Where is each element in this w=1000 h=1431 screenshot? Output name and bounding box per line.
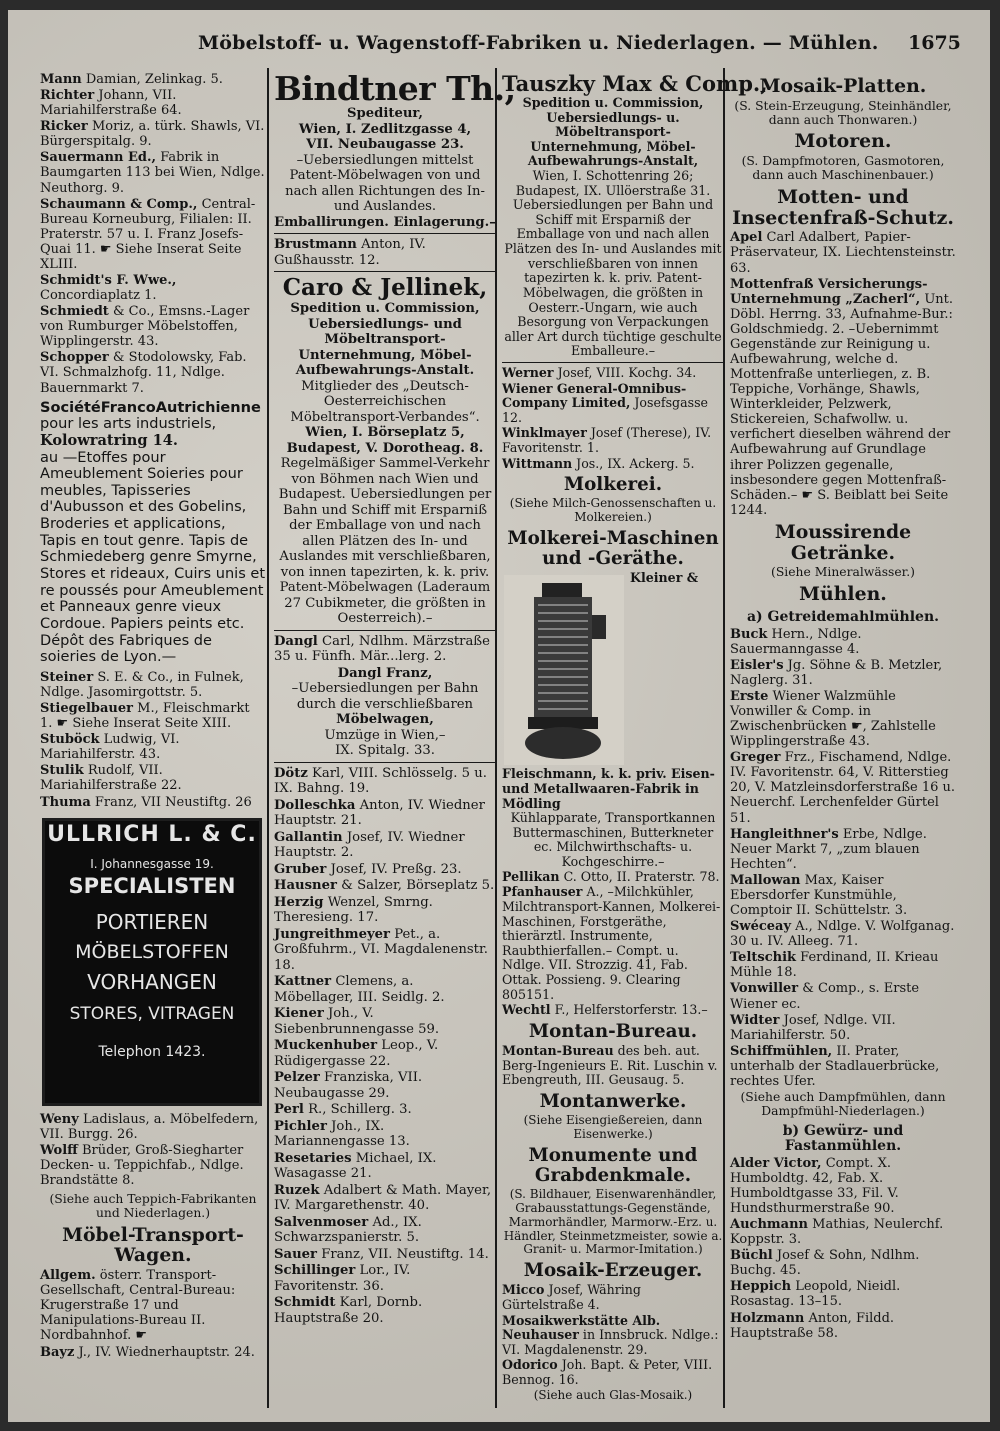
entry-name: Gruber: [274, 861, 327, 877]
section-heading: Montanwerke.: [539, 1090, 687, 1112]
cross-reference-note: (Siehe Milch-Genossenschaften u. Molkereien.): [509, 496, 717, 525]
list-item: [730, 873, 956, 918]
entry-text: Leopold, Nieidl. Rosastag. 13–15.: [730, 1279, 901, 1310]
list-item: [730, 1044, 956, 1089]
section-heading: Motten- und Insectenfraß-Schutz.: [732, 185, 954, 229]
entry-text: Ladislaus, a. Möbelfedern, VII. Burgg. 26.: [40, 1111, 259, 1142]
entry-text: A., Ndlge. V. Wolfganag. 30 u. IV. Alleeg. 71.: [730, 919, 955, 950]
list-item: [40, 150, 266, 195]
entry-name: Dangl: [274, 633, 318, 649]
list-item: [40, 795, 266, 810]
ad-line: IX. Spitalg. 33.: [335, 743, 435, 758]
list-item: [502, 885, 724, 1002]
entry-text: Wenzel, Smrng. Theresieng. 17.: [274, 894, 433, 925]
list-item: [730, 1217, 956, 1247]
entry-text: Josef, Währing Gürtelstraße 4.: [502, 1282, 641, 1313]
entry-text: II. Prater, unterhalb der Stadlauerbrücke, rechtes Ufer.: [730, 1043, 940, 1089]
entry-name: Montan-Bureau: [502, 1042, 614, 1058]
list-item: [40, 701, 266, 731]
section-heading: Mühlen.: [799, 582, 887, 605]
list-item: [274, 1295, 496, 1326]
entry-name: Sauermann Ed.,: [40, 150, 157, 166]
entry-text: Johann, VII. Mariahilferstraße 64.: [40, 88, 182, 119]
french-company-body: au —Etoffes pour Ameublement Soieries pour meubles, Tapisseries d'Aubusson et des Gobelins, Broderies et applications, Tapis en tout genre. Tapis de Schmiedeberg genre Smyrne, Stores et rideaux, Cuirs unis et re poussés pour Ameublement et Panneaux genre vieux Cordoue. Papiers peints etc. Dépôt des Fabriques de soieries de Lyon.—: [40, 448, 266, 666]
list-item: [274, 237, 496, 268]
entry-text: Franziska, VII. Neubaugasse 29.: [274, 1070, 423, 1101]
entry-text: A., –Milchkühler, Milchtransport-Kannen, Molkerei-Maschinen, Forstgeräthe, thierärztl. Instrumente, Raubthierfallen.– Compt. u. Ndlge. VII. Strozzig. 41, Fab. Ottak. Possieng. 9. Clearing 805151.: [502, 884, 721, 1002]
ad-line: Wien, I. Zedlitzgasse 4,: [298, 121, 472, 137]
entry-name: Greger: [730, 750, 781, 766]
entry-name: Schiffmühlen,: [730, 1043, 833, 1059]
entry-text: R., Schillerg. 3.: [308, 1102, 412, 1117]
list-item: [40, 197, 266, 272]
entry-name: Schmiedt: [40, 304, 109, 320]
cross-reference-note: (Siehe Eisengießereien, dann Eisenwerke.): [523, 1112, 703, 1141]
list-item: [730, 658, 956, 688]
entry-text: Carl, Ndlhm. Märzstraße 35 u. Fünfh. Mär...lerg. 2.: [274, 633, 490, 664]
entry-name: Apel: [730, 230, 763, 246]
entry-text: Leop., V. Rüdigergasse 22.: [274, 1038, 439, 1069]
entry-text: Clemens, a. Möbellager, III. Seidlg. 2.: [274, 974, 445, 1005]
kleiner-fleischmann-advertisement: [502, 571, 724, 869]
list-item: [730, 277, 956, 518]
entry-text: Joh., V. Siebenbrunnengasse 59.: [274, 1006, 440, 1037]
ad-company-name: Dangl Franz,: [337, 665, 433, 681]
entry-text: Brüder, Groß-Siegharter Decken- u. Teppichfab., Ndlge. Brandstätte 8.: [40, 1142, 244, 1188]
entry-list: [502, 366, 724, 471]
milk-machine-illustration: [504, 575, 624, 765]
list-item: [40, 119, 266, 149]
entry-text: & Comp., s. Erste Wiener ec.: [730, 981, 920, 1012]
entry-text: Fabrik in Baumgarten 113 bei Wien, Ndlge. Neuthorg. 9.: [40, 150, 265, 196]
entry-name: Pellikan: [502, 868, 560, 884]
list-item: [502, 457, 724, 472]
cross-reference-note: (Siehe auch Dampfmühlen, dann Dampfmühl-Niederlagen.): [740, 1089, 946, 1119]
ad-line: Wien, I. Schottenring 26; Budapest, IX. Ullöerstraße 31. Uebersiedlungen per Bahn und Schiff mit Ersparniß der Emballage von und nach allen Plätzen des In- und Auslandes mit verschließbaren von innen tapezirten k. k. priv. Patent-Möbelwagen, die größten in Oesterr.-Ungarn, wie auch Besorgung von Verpackungen aller Art durch tüchtige geschulte Emballeure.–: [504, 168, 722, 359]
entry-name: Thuma: [40, 794, 91, 810]
entry-text: Carl Adalbert, Papier-Präservateur, IX. Liechtensteinstr. 63.: [730, 230, 956, 276]
entry-text: Anton, IV. Wiedner Hauptstr. 21.: [274, 797, 485, 828]
french-company-ad: [40, 400, 266, 666]
entry-text: Frz., Fischamend, Ndlge. IV. Favoritenstr. 64, V. Ritterstieg 20, V. Matzleinsdorferstraße 16 u. Neuerchf. Lerchenfelder Gürtel 51.: [730, 750, 956, 826]
list-item: [40, 1143, 266, 1188]
list-item: [502, 382, 724, 426]
ad-company-name: Tauszky Max & Comp.,: [502, 71, 768, 96]
entry-name: Bayz: [40, 1344, 75, 1360]
entry-text: Josef, VIII. Kochg. 34.: [557, 364, 697, 380]
list-item: [274, 798, 496, 829]
column-2: [274, 69, 516, 1327]
entry-text: Josef, Ndlge. VII. Mariahilferstr. 50.: [730, 1012, 896, 1043]
entry-text: Ferdinand, II. Krieau Mühle 18.: [730, 950, 939, 981]
list-item: [730, 1013, 956, 1043]
column-4: [730, 72, 956, 1342]
entry-name: Stiegelbauer: [40, 701, 133, 717]
caro-jellinek-advertisement: [274, 275, 496, 627]
ad-line: –Uebersiedlungen mittelst Patent-Möbelwagen von und nach allen Richtungen des In- und Auslandes.: [285, 152, 485, 214]
page-header: Möbelstoff- u. Wagenstoff-Fabriken u. Niederlagen. — Mühlen.: [198, 32, 879, 54]
entry-text: Jg. Söhne & B. Metzler, Naglerg. 31.: [730, 657, 943, 688]
entry-name: Hangleithner's: [730, 826, 839, 842]
entry-text: Moriz, a. türk. Shawls, VI. Bürgerspitalg. 9.: [40, 119, 265, 150]
ad-company-name: ULLRICH L. & C.: [47, 821, 257, 847]
section-heading: Molkerei.: [563, 474, 663, 496]
entry-text: Josef, IV. Preßg. 23.: [330, 861, 462, 877]
entry-name: Gallantin: [274, 829, 343, 845]
section-heading: Montan-Bureau.: [528, 1020, 698, 1042]
entry-name: Eisler's: [730, 657, 784, 673]
list-item: [40, 1268, 266, 1343]
entry-text: & Stodolowsky, Fab. VI. Schmalzhofg. 11, Ndlge. Bauernmarkt 7.: [40, 350, 247, 396]
entry-text: Michael, IX. Wasagasse 21.: [274, 1150, 437, 1181]
entry-text: S. E. & Co., in Fulnek, Ndlge. Jasomirgottstr. 5.: [40, 669, 244, 700]
entry-name: Pichler: [274, 1118, 327, 1134]
entry-name: Winklmayer: [502, 425, 587, 441]
list-item: [502, 1358, 724, 1387]
ad-line: VII. Neubaugasse 23.: [306, 137, 464, 152]
ad-line: Spedition u. Commission, Uebersiedlungs- u. Möbeltransport-Unternehmung, Möbel-Aufbewahrungs-Anstalt,: [522, 95, 704, 169]
entry-name: Resetaries: [274, 1150, 352, 1166]
ad-line: Spediteur,: [346, 106, 423, 121]
divider: [502, 362, 724, 363]
french-company-name: SociétéFrancoAutrichienne: [40, 398, 261, 416]
list-item: [274, 1151, 496, 1182]
entry-name: Widter: [730, 1012, 780, 1028]
entry-name: Salvenmoser: [274, 1214, 369, 1230]
list-item: [730, 981, 956, 1011]
cross-reference-note: (Siehe auch Teppich-Fabrikanten und Niederlagen.): [49, 1191, 257, 1221]
entry-name: Teltschik: [730, 950, 797, 966]
entry-name: Mosaikwerkstätte Alb. Neuhauser: [502, 1312, 661, 1343]
list-item: [40, 670, 266, 700]
entry-text: M., Fleischmarkt 1. ☛ Siehe Inserat Seite XIII.: [40, 701, 250, 732]
bindtner-advertisement: [274, 69, 516, 230]
entry-text: Josefsgasse 12.: [502, 395, 708, 425]
entry-name: Mallowan: [730, 872, 801, 888]
list-item: [502, 1314, 724, 1358]
list-item: [502, 366, 724, 381]
entry-name: Stulik: [40, 763, 84, 779]
entry-text: in Innsbruck. Ndlge.: VI. Magdalenenstr. 29.: [502, 1327, 719, 1357]
entry-name: Pfanhauser: [502, 884, 583, 900]
entry-text: Damian, Zelinkag. 5.: [85, 72, 223, 87]
entry-text: & Co., Emsns.-Lager von Rumburger Möbelstoffen, Wipplingerstr. 43.: [40, 304, 250, 350]
entry-name: Richter: [40, 88, 95, 104]
ullrich-advertisement: [42, 818, 262, 1106]
entry-name: Steiner: [40, 669, 94, 685]
ad-product: STORES, VITRAGEN: [69, 1003, 235, 1024]
entry-name: Jungreithmeyer: [274, 926, 391, 942]
list-item: [274, 1038, 496, 1069]
section-heading: Mosaik-Platten.: [759, 75, 927, 97]
entry-list: [40, 72, 266, 396]
list-item: [274, 1102, 496, 1118]
entry-text: Hern., Ndlge. Sauermanngasse 4.: [730, 626, 862, 657]
entry-name: Schmidt: [274, 1295, 336, 1310]
ad-company-name: Kleiner & Fleischmann, k. k. priv. Eisen- und Metallwaaren-Fabrik in Mödling: [502, 570, 715, 811]
ad-line: Umzüge in Wien,–: [324, 727, 446, 743]
list-item: [274, 830, 496, 861]
entry-name: Wiener General-Omnibus-Company Limited,: [502, 380, 687, 411]
section-heading: Moussirende Getränke.: [774, 520, 912, 564]
list-item: [40, 763, 266, 793]
entry-text: Karl, VIII. Schlösselg. 5 u. IX. Bahng. 19.: [274, 765, 487, 796]
entry-text: Concordiaplatz 1.: [40, 288, 157, 304]
section-heading: Möbel-Transport-Wagen.: [62, 1223, 244, 1267]
list-item: [730, 689, 956, 749]
cross-reference-note: (S. Bildhauer, Eisenwarenhändler, Grabausstattungs-Gegenstände, Marmorhändler, Marmorw.-Erz. u. Händler, Steinmetzmeister, sowie a. Granit- u. Marmor-Imitation.): [503, 1186, 723, 1257]
entry-text: F., Helferstorferstr. 13.–: [554, 1002, 708, 1018]
list-item: [274, 1070, 496, 1101]
entry-name: Buck: [730, 626, 768, 642]
section-heading: Mosaik-Erzeuger.: [523, 1260, 703, 1282]
entry-name: Allgem.: [40, 1268, 96, 1284]
ad-telephone: Telephon 1423.: [98, 1043, 206, 1060]
entry-text: Pet., a. Großfuhrm., VI. Magdalenenstr. 18.: [274, 926, 488, 973]
entry-list: [730, 230, 956, 517]
ad-line: Spedition u. Commission, Uebersiedlungs- und Möbeltransport-Unternehmung, Möbel-Aufbewahrungs-Anstalt.: [290, 301, 480, 378]
ad-product: VORHANGEN: [87, 969, 217, 994]
entry-name: Vonwiller: [730, 981, 799, 997]
entry-name: Muckenhuber: [274, 1038, 378, 1053]
entry-name: Wolff: [40, 1142, 78, 1158]
list-item: [730, 919, 956, 949]
cross-reference-note: (Siehe auch Glas-Mosaik.): [533, 1387, 693, 1402]
entry-text: J., IV. Wiednerhauptstr. 24.: [78, 1344, 255, 1360]
section-heading: Monumente und Grabdenkmale.: [528, 1144, 698, 1186]
column-divider: [267, 68, 269, 1408]
list-item: [274, 1215, 496, 1246]
list-item: [730, 1156, 956, 1216]
list-item: [274, 895, 496, 926]
list-item: [274, 766, 496, 797]
divider: [274, 630, 496, 631]
entry-list: [502, 870, 724, 1018]
list-item: [502, 1044, 724, 1088]
french-company-subtitle: pour les arts industriels,: [40, 415, 217, 433]
entry-list: [730, 627, 956, 1089]
dangl-advertisement: [274, 666, 496, 759]
cross-reference-note: (S. Stein-Erzeugung, Steinhändler, dann auch Thonwaren.): [734, 98, 952, 128]
list-item: [730, 230, 956, 275]
entry-name: Odorico: [502, 1357, 558, 1373]
divider: [274, 233, 496, 234]
entry-text: Joh., IX. Mariannengasse 13.: [274, 1118, 410, 1149]
directory-page: [8, 10, 990, 1422]
list-item: [502, 426, 724, 455]
entry-text: Ludwig, VI. Mariahilferstr. 43.: [40, 732, 180, 763]
list-item: [274, 862, 496, 878]
entry-name: Pelzer: [274, 1070, 320, 1085]
list-item: [730, 950, 956, 980]
page-number: 1675: [908, 32, 961, 54]
entry-text: österr. Transport-Gesellschaft, Central-Bureau: Krugerstraße 17 und Manipulations-Bureau II. Nordbahnhof. ☛: [40, 1268, 236, 1344]
entry-text: Compt. X. Humboldtg. 42, Fab. X. Humboldtgasse 33, Fil. V. Hundsthurmerstraße 90.: [730, 1155, 899, 1216]
entry-name: Wittmann: [502, 455, 573, 471]
entry-name: Kiener: [274, 1006, 324, 1021]
list-item: [502, 1283, 724, 1312]
entry-text: Rudolf, VII. Mariahilferstraße 22.: [40, 763, 182, 794]
entry-text: Josef, IV. Wiedner Hauptstr. 2.: [274, 829, 465, 860]
entry-name: Holzmann: [730, 1310, 805, 1326]
ad-specialisten: SPECIALISTEN: [68, 873, 236, 898]
list-item: [274, 634, 496, 665]
subsection-heading: b) Gewürz- und Fastanmühlen.: [782, 1122, 904, 1154]
ad-line: Mitglieder des „Deutsch-Oesterreichischen Möbeltransport-Verbandes“.: [290, 378, 480, 425]
list-item: [274, 1263, 496, 1294]
list-item: [40, 88, 266, 118]
ad-line: –Uebersiedlungen per Bahn durch die verschließbaren: [291, 681, 479, 712]
entry-text: Wiener Walzmühle Vonwiller & Comp. in Zwischenbrücken ☛, Zahlstelle Wipplingerstraße 43.: [730, 688, 936, 750]
list-item: [40, 1345, 266, 1360]
list-item: [40, 304, 266, 349]
entry-name: Kattner: [274, 974, 332, 989]
entry-name: Stuböck: [40, 732, 100, 748]
list-item: [40, 350, 266, 395]
entry-name: Heppich: [730, 1279, 792, 1295]
ad-line: Möbelwagen,: [336, 712, 434, 727]
entry-text: Karl, Dornb. Hauptstraße 20.: [274, 1295, 423, 1326]
entry-text: Franz, VII Neustiftg. 26: [94, 794, 252, 810]
ad-line: Wien, I. Börseplatz 5, Budapest, V. Dorotheag. 8.: [286, 425, 484, 456]
cross-reference-note: (Siehe Mineralwässer.): [771, 565, 915, 580]
entry-name: Brustmann: [274, 237, 357, 252]
list-item: [730, 1279, 956, 1309]
entry-name: Werner: [502, 364, 554, 380]
list-item: [274, 1119, 496, 1150]
cross-reference-note: (S. Dampfmotoren, Gasmotoren, dann auch Maschinenbauer.): [741, 154, 945, 183]
entry-name: Schmidt's F. Wwe.,: [40, 273, 177, 289]
entry-name: Micco: [502, 1282, 545, 1298]
entry-name: Hausner: [274, 878, 337, 893]
entry-text: Mathias, Neulerchf. Koppstr. 3.: [730, 1217, 944, 1248]
entry-text: Ad., IX. Schwarzspanierstr. 5.: [274, 1214, 422, 1245]
subsection-heading: a) Getreidemahlmühlen.: [746, 608, 940, 625]
entry-name: Herzig: [274, 894, 324, 910]
list-item: [40, 273, 266, 303]
entry-text: des beh. aut. Berg-Ingenieurs E. Rit. Luschin v. Ebengreuth, III. Geusaug. 5.: [502, 1042, 718, 1088]
entry-text: Franz, VII. Neustiftg. 14.: [321, 1246, 489, 1262]
list-item: [730, 1311, 956, 1341]
ad-address: I. Johannesgasse 19.: [90, 856, 214, 871]
entry-text: Unt. Döbl. Herrng. 33, Aufnahme-Bur.: Goldschmiedg. 2. –Uebernimmt Gegenstände zur Reinigung u. Aufbewahrung, welche d. Mottenfraße unterliegen, z. B. Teppiche, Vorhänge, Shawls, Winterkleider, Pelzwerk, Stickereien, Schafwollw. u. verfichert dieselben während der Aufbewahrung auf Grundlage ihrer Polizzen gegenalle, insbesondere gegen Mottenfraß-Schäden.– ☛ S. Beiblatt bei Seite 1244.: [730, 291, 954, 518]
divider: [274, 762, 496, 763]
entry-name: Perl: [274, 1102, 304, 1117]
list-item: [274, 927, 496, 974]
entry-name: Büchl: [730, 1248, 773, 1264]
entry-name: Erste: [730, 688, 769, 704]
column-1: [40, 72, 266, 1361]
entry-name: Weny: [40, 1111, 79, 1127]
entry-list: [40, 1268, 266, 1359]
list-item: [502, 870, 724, 885]
ad-product: PORTIEREN: [95, 909, 209, 934]
entry-name: Dötz: [274, 765, 308, 781]
entry-name: Auchmann: [730, 1217, 808, 1233]
entry-text: Erbe, Ndlge. Neuer Markt 7, „zum blauen Hechten“.: [730, 826, 927, 872]
entry-text: Central-Bureau Korneuburg, Filialen: II. Praterstr. 57 u. I. Franz Josefs-Quai 11. ☛ Siehe Inserat Seite XLIII.: [40, 196, 256, 272]
divider: [274, 271, 496, 272]
list-item: [730, 827, 956, 872]
entry-name: Sauer: [274, 1246, 317, 1262]
entry-name: Ricker: [40, 119, 88, 135]
ad-company-name: Bindtner Th.,: [274, 69, 516, 108]
entry-text: Max, Kaiser Ebersdorfer Kunstmühle, Comptoir II. Schüttelstr. 3.: [730, 872, 908, 919]
entry-text: Anton, Fildd. Hauptstraße 58.: [730, 1310, 895, 1341]
list-item: [40, 72, 266, 87]
ad-product: MÖBELSTOFFEN: [75, 940, 229, 963]
entry-text: Joh. Bapt. & Peter, VIII. Bennog. 16.: [502, 1357, 713, 1388]
entry-list: [502, 1283, 724, 1387]
entry-text: Josef & Sohn, Ndlhm. Buchg. 45.: [730, 1248, 920, 1279]
list-item: [502, 1003, 724, 1018]
entry-name: Schaumann & Comp.,: [40, 196, 198, 212]
entry-text: Anton, IV. Gußhausstr. 12.: [274, 237, 426, 268]
ad-line: Emballirungen. Einlagerung.–: [274, 214, 496, 230]
entry-name: Alder Victor,: [730, 1155, 822, 1171]
entry-text: Adalbert & Math. Mayer, IV. Margarethenstr. 40.: [274, 1182, 492, 1213]
entry-name: Dolleschka: [274, 797, 356, 813]
entry-name: Schillinger: [274, 1263, 356, 1278]
list-item: [40, 732, 266, 762]
entry-text: C. Otto, II. Praterstr. 78.: [563, 868, 720, 884]
list-item: [274, 878, 496, 894]
entry-text: Josef (Therese), IV. Favoritenstr. 1.: [502, 425, 712, 456]
entry-list: [730, 1156, 956, 1341]
list-item: [730, 1248, 956, 1278]
section-heading: Motoren.: [794, 130, 892, 153]
french-company-address: Kolowratring 14.: [40, 431, 178, 449]
entry-text: Jos., IX. Ackerg. 5.: [576, 455, 695, 471]
list-item: [730, 627, 956, 657]
list-item: [274, 1183, 496, 1214]
entry-name: Ruzek: [274, 1182, 320, 1198]
entry-text: & Salzer, Börseplatz 5.: [341, 878, 495, 893]
entry-name: Mann: [40, 72, 82, 87]
entry-list: [40, 1112, 266, 1188]
ad-line: Kühlapparate, Transportkannen Buttermaschinen, Butterkneter ec. Milchwirthschafts- u. Kochgeschirre.–: [510, 810, 716, 870]
section-heading: Molkerei-Maschinen und -Geräthe.: [507, 528, 719, 570]
list-item: [274, 974, 496, 1005]
ad-line: Regelmäßiger Sammel-Verkehr von Böhmen nach Wien und Budapest. Uebersiedlungen per Bahn und Schiff mit Ersparniß der Emballage von und nach allen Plätzen des In- und Auslandes mit verschließbaren, von innen tapezirten, k. k. priv. Patent-Möbelwagen (Laderaum 27 Cubikmeter, die größten in Oesterreich).–: [278, 456, 492, 626]
entry-name: Swéceay: [730, 919, 792, 935]
entry-name: Wechtl: [502, 1002, 551, 1018]
list-item: [274, 1006, 496, 1037]
entry-name: Schopper: [40, 350, 109, 366]
entry-text: Lor., IV. Favoritenstr. 36.: [274, 1263, 411, 1294]
ad-company-name: Caro & Jellinek,: [282, 274, 488, 301]
entry-list: [40, 670, 266, 810]
list-item: [274, 1247, 496, 1263]
list-item: [730, 750, 956, 825]
entry-list: [274, 766, 496, 1327]
list-item: [40, 1112, 266, 1142]
entry-name: Mottenfraß Versicherungs-Unternehmung „Zacherl“,: [730, 276, 928, 307]
